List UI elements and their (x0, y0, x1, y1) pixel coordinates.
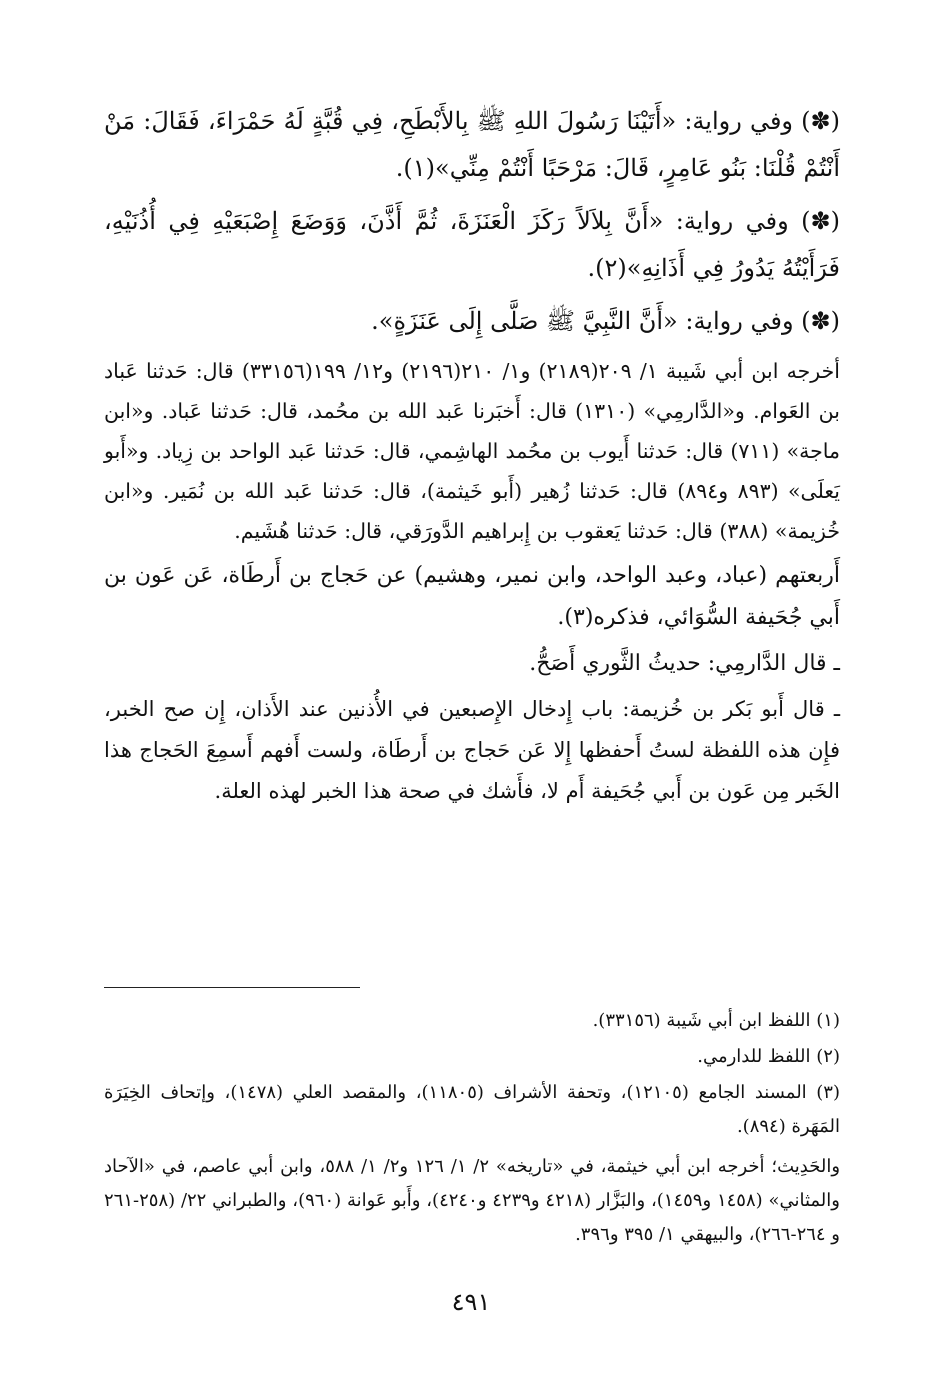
hadith-narration-2: (✽) وفي رواية: «أَنَّ بِلاَلاً رَكَزَ الْعَنَزَةَ، ثُمَّ أَذَّنَ، وَوَضَعَ إِصْبَعَيْهِ فِي أُذُنَيْهِ، فَرَأَيْتُهُ يَدُورُ فِي أَذَانِهِ»(٢). (104, 207, 840, 282)
takhrij-paragraph: أخرجه ابن أبي شَيبة ١/ ٢٠٩(٢١٨٩) و١/ ٢١٠(٢١٩٦) و١٢/ ١٩٩(٣٣١٥٦) قال: حَدثنا عَباد بن العَوام. و«الدَّارمِي» (١٣١٠) قال: أَخبَرنا عَبد الله بن محُمد، قال: حَدثنا عَباد. و«ابن ماجة» (٧١١) قال: حَدثنا أَيوب بن محُمد الهاشِمي، قال: حَدثنا عَبد الواحد بن زِياد. و«أَبو يَعلَى» (٨٩٣ و٨٩٤) قال: حَدثنا زُهير (أَبو خَيثمة)، قال: حَدثنا عَبد الله بن نُمَير. و«ابن خُزيمة» (٣٨٨) قال: حَدثنا يَعقوب بن إِبراهيم الدَّورَقي، قال: حَدثنا هُشَيم. (104, 359, 841, 543)
footnote-1: (١) اللفظ ابن أبي شَيبة (٣٣١٥٦). (592, 1010, 840, 1031)
hadith-narration-1: (✽) وفي رواية: «أَتَيْنَا رَسُولَ اللهِ ﷺ بِالأَبْطَحِ، فِي قُبَّةٍ لَهُ حَمْرَاءَ، فَقَالَ: مَنْ أَنْتُمْ قُلْنَا: بَنُو عَامِرٍ، قَالَ: مَرْحَبًا أَنْتُمْ مِنِّي»(١). (104, 107, 840, 182)
footnote-divider (104, 987, 360, 988)
footnote-3: (٣) المسند الجامع (١٢١٠٥)، وتحفة الأشراف (١١٨٠٥)، والمقصد العلي (١٤٧٨)، وإتحاف الخِيَرَة المَهَرة (٨٩٤). (104, 1082, 840, 1137)
main-text (104, 98, 840, 812)
chain-summary-paragraph: أَربعتهم (عباد، وعبد الواحد، وابن نمير، وهشيم) عن حَجاج بن أَرطَاة، عَن عَون بن أَبي جُحَيفة السُّوَائي، فذكره(٣). (104, 563, 840, 630)
hadith-narration-3: (✽) وفي رواية: «أَنَّ النَّبِيَّ ﷺ صَلَّى إِلَى عَنَزَةٍ». (371, 307, 840, 335)
footnotes (104, 1004, 840, 1254)
page-number: ٤٩١ (451, 1288, 491, 1316)
ibn-khuzaymah-comment: ـ قال أَبو بَكر بن خُزيمة: باب إِدخال الإِصبعين في الأُذنين عند الأَذان، إِن صح الخبر، فإِن هذه اللفظة لستُ أَحفظها إِلا عَن حَجاج بن أَرطَاة، ولست أَفهم أَسمِعَ الحَجاج هذا الخَبر مِن عَون بن أَبي جُحَيفة أَم لا، فأَشك في صحة هذا الخبر لهذه العلة. (104, 697, 840, 803)
page-content (104, 98, 841, 1245)
footnote-3-continuation: والحَدِيث؛ أخرجه ابن أبي خيثمة، في «تاريخه» ٢/ ١/ ١٢٦ و٢/ ١/ ٥٨٨، وابن أبي عاصم، في «الآحاد والمثاني» (١٤٥٨ و١٤٥٩)، والبَزَّار (٤٢١٨ و٤٢٣٩ و٤٢٤٠)، وأَبو عَوانة (٩٦٠)، والطبراني ٢٢/ (٢٥٨-٢٦١ و ٢٦٤-٢٦٦)، والبيهقي ١/ ٣٩٥ و٣٩٦. (104, 1156, 841, 1245)
footnote-2: (٢) اللفظ للدارمي. (697, 1046, 840, 1067)
darimi-comment: ـ قال الدَّارمِي: حديثُ الثَّوري أَصَحُّ. (529, 651, 840, 676)
